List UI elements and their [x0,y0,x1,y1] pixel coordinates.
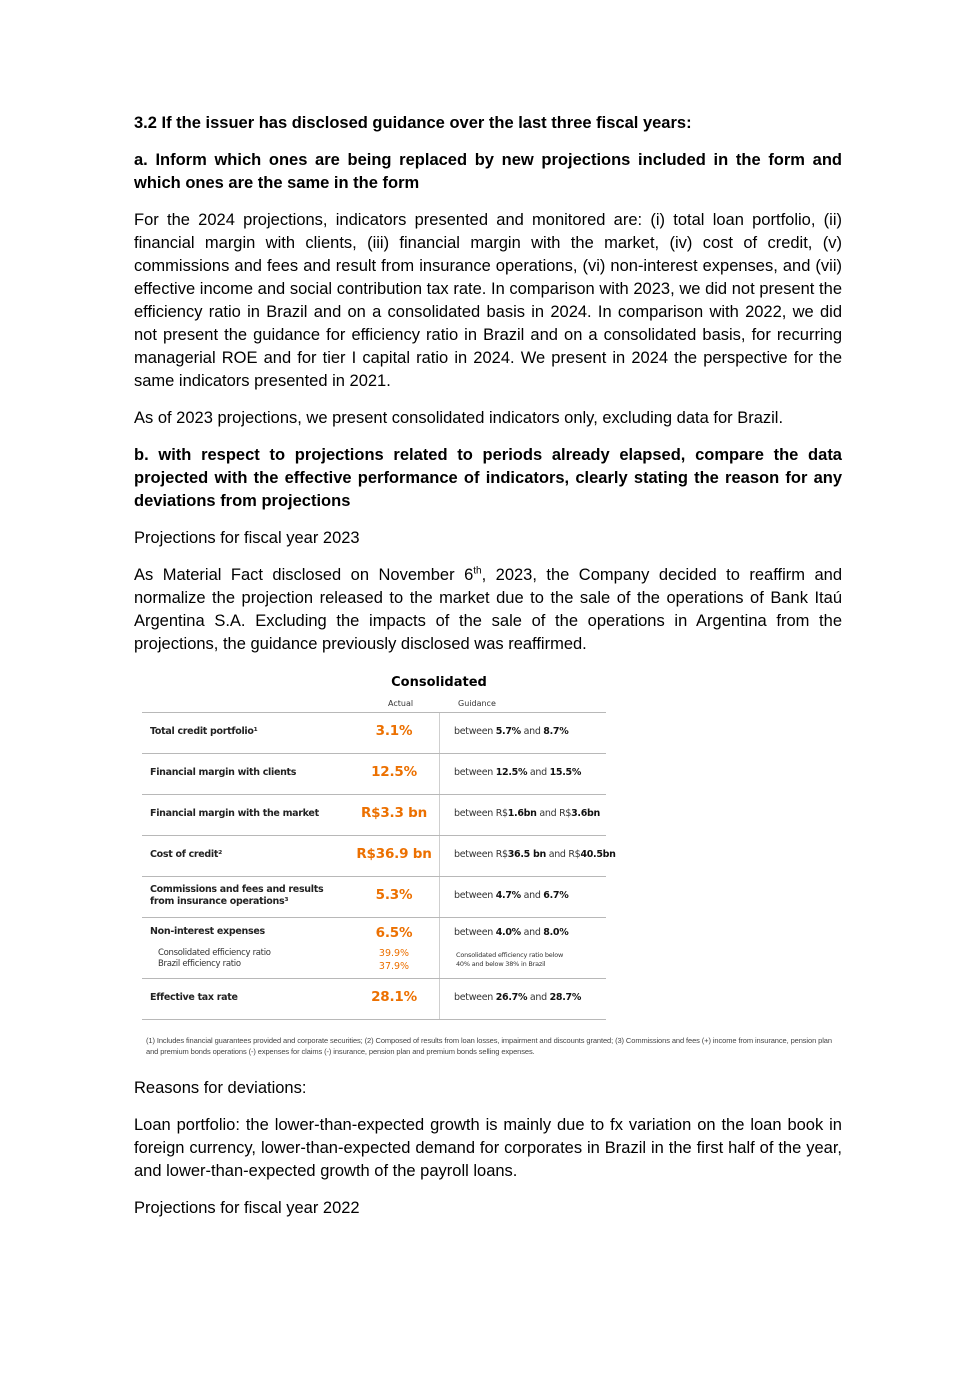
table-row [142,917,606,978]
section-title: 3.2 If the issuer has disclosed guidance over the last three fiscal years: [134,114,692,132]
row-actual: R$36.9 bn [356,846,432,862]
table-row [142,794,606,835]
row-actual: 3.1% [375,723,413,739]
row-guidance: between 26.7% and 28.7% [454,992,582,1003]
row-label: Non-interest expenses [150,926,265,937]
subsection-a-heading: a. Inform which ones are being replaced by new projections included in the form and which ones are the same in the form [134,151,842,192]
row-label: Financial margin with the market [150,808,319,819]
sub-guidance-efficiency: Consolidated efficiency ratio below 40% and below 38% in Brazil [456,951,564,968]
row-label: Commissions and fees and results from insurance operations³ [150,884,324,907]
table-row [142,753,606,794]
row-actual: 12.5% [371,764,417,780]
projections-2023-title: Projections for fiscal year 2023 [134,529,360,547]
sub-value-consolidated-efficiency: 39.9% [378,948,410,959]
table-body [142,675,616,1020]
document-page [134,112,842,1234]
row-guidance: between 4.7% and 6.7% [454,890,569,901]
row-guidance: between R$36.5 bn and R$40.5bn [454,849,616,860]
row-actual: 5.3% [375,887,413,903]
paragraph-2023-consolidated: As of 2023 projections, we present consolidated indicators only, excluding data for Brazil. [134,409,784,427]
table-footnote: (1) Includes financial guarantees provided and corporate securities; (2) Composed of results from loan losses, impairment and discounts granted; (3) Commissions and fees (+) income from insurance, pension plan and premium bonds operations (-) expenses for claims (-) insurance, pension plan and premium bonds selling expenses. [146,1036,832,1056]
table-title: Consolidated [391,675,487,690]
reasons-title: Reasons for deviations: [134,1079,307,1097]
sub-label-consolidated-efficiency: Consolidated efficiency ratio [158,948,271,958]
guidance-table [142,675,832,1057]
paragraph-2024-projections: For the 2024 projections, indicators presented and monitored are: (i) total loan portfolio, (ii) financial margin with clients, (iii) financial margin with the market, (iv) cost of credit, (v) commissions and fees and result from insurance operations, (vi) non-interest expenses, and (vii) effective income and social contribution tax rate. In comparison with 2023, we did not present the efficiency ratio in Brazil and on a consolidated basis in 2024. In comparison with 2022, we did not present the guidance for efficiency ratio in Brazil and on a consolidated basis, for recurring managerial ROE and for tier I capital ratio in 2024. We present in 2024 the perspective for the same indicators presented in 2021. [134,211,842,390]
row-label: Total credit portfolio¹ [150,726,258,737]
row-label: Cost of credit² [150,849,222,860]
table-row [142,876,606,917]
col-guidance: Guidance [458,699,496,708]
row-actual: 28.1% [371,989,417,1005]
row-actual: R$3.3 bn [360,805,428,821]
subsection-b-heading: b. with respect to projections related to periods already elapsed, compare the data projected with the effective performance of indicators, clearly stating the reason for any deviations from projections [134,446,842,510]
table-row [142,835,616,876]
table-row [142,712,606,753]
row-guidance: between 5.7% and 8.7% [454,726,569,737]
row-guidance: between 12.5% and 15.5% [454,767,582,778]
material-fact-paragraph: As Material Fact disclosed on November 6th, 2023, the Company decided to reaffirm and normalize the projection released to the market due to the sale of the operations of Bank Itaú Argentina S.A. Excluding the impacts of the sale of the operations in Argentina from the projections, the guidance previously disclosed was reaffirmed. [134,565,842,653]
projections-2022-title: Projections for fiscal year 2022 [134,1199,360,1217]
row-guidance: between 4.0% and 8.0% [454,927,569,938]
row-label: Financial margin with clients [150,767,297,778]
loan-portfolio-paragraph: Loan portfolio: the lower-than-expected growth is mainly due to fx variation on the loan book in foreign currency, lower-than-expected demand for corporates in Brazil in the first half of the year, and lower-than-expected growth of the payroll loans. [134,1116,842,1180]
table-header [142,694,606,712]
col-actual: Actual [388,699,414,708]
sub-value-brazil-efficiency: 37.9% [378,961,410,972]
table-row [142,978,606,1020]
row-actual: 6.5% [375,925,413,941]
row-label: Effective tax rate [150,992,238,1003]
sub-label-brazil-efficiency: Brazil efficiency ratio [158,959,241,969]
row-guidance: between R$1.6bn and R$3.6bn [454,808,601,819]
